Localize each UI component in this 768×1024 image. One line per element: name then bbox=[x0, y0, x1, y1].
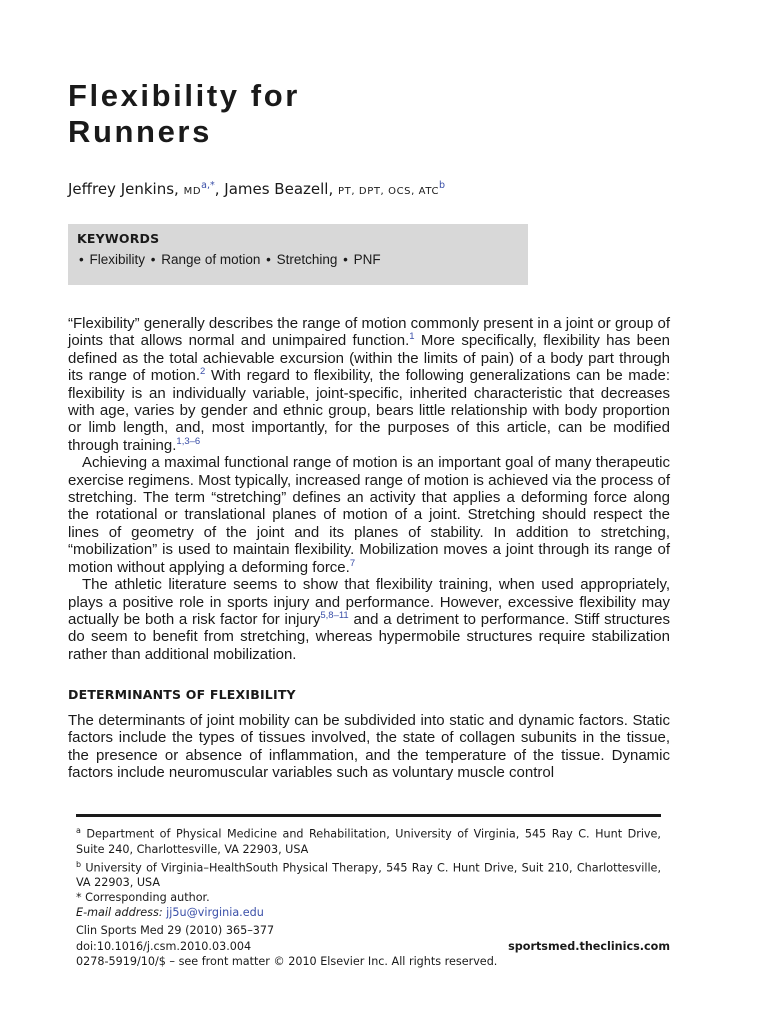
footnote-affiliation-a bbox=[76, 823, 661, 857]
paragraph-text: “Flexibility” generally describes the range of motion commonly present in a joint or group of joints that allows normal and unimpaired function. bbox=[68, 315, 670, 350]
section-heading: DETERMINANTS OF FLEXIBILITY bbox=[68, 687, 296, 702]
footnote-affiliation-b bbox=[76, 857, 661, 891]
title-line-1: Flexibility for bbox=[68, 78, 300, 113]
author-2-credentials: PT, DPT, OCS, ATC bbox=[338, 186, 440, 197]
author-separator: , bbox=[214, 180, 225, 198]
keyword-bullet: • bbox=[79, 252, 84, 267]
reference-link[interactable]: 1,3–6 bbox=[176, 435, 201, 447]
footnotes bbox=[76, 823, 661, 920]
copyright-notice: 0278-5919/10/$ – see front matter © 2010 Elsevier Inc. All rights reserved. bbox=[76, 955, 498, 968]
footnote-text: Department of Physical Medicine and Rehabilitation, University of Virginia, 545 Ray C. Hunt Drive, Suite 240, Charlottesville, VA 22903, USA bbox=[76, 827, 661, 856]
citation-row bbox=[76, 954, 670, 970]
paragraph bbox=[68, 576, 670, 663]
reference-link[interactable]: 1 bbox=[409, 331, 415, 343]
keyword-bullet: • bbox=[343, 252, 348, 267]
keyword-item: PNF bbox=[353, 252, 381, 267]
corresponding-author-mark[interactable]: * bbox=[209, 180, 215, 191]
doi: doi:10.1016/j.csm.2010.03.004 bbox=[76, 939, 252, 953]
citation-row bbox=[76, 939, 670, 955]
keywords-heading: KEYWORDS bbox=[77, 231, 160, 246]
paragraph-text: Achieving a maximal functional range of motion is an important goal of many therapeutic exercise regimens. Most typically, increased range of motion is achieved via the process of stretching. The term “stretching” defines an activity that applies a deforming force along the rotational or translational planes of motion of a joint. Stretching should respect the lines of geometry of the joint and its planes of stability. In addition to stretching, “mobilization” is used to maintain flexibility. Mobilization moves a joint through its range of motion without applying a deforming force. bbox=[68, 454, 670, 576]
citation-row bbox=[76, 923, 670, 939]
section-text bbox=[68, 712, 670, 782]
author-line bbox=[68, 180, 445, 198]
journal-website[interactable]: sportsmed.theclinics.com bbox=[508, 939, 670, 953]
title-line-2: Runners bbox=[68, 114, 212, 149]
article-title bbox=[68, 78, 300, 150]
paragraph-text: With regard to flexibility, the following generalizations can be made: flexibility is an individually variable, joint-specific, inherited characteristic that decreases with age, varies by gender and ethnic group, bears little relationship with body proportion or limb length, and, most importantly, for the purposes of this article, can be modified through training. bbox=[68, 367, 670, 454]
footnote-text: University of Virginia–HealthSouth Physical Therapy, 545 Ray C. Hunt Drive, Suit 210, Charlottesville, VA 22903, USA bbox=[76, 861, 661, 890]
keywords-list bbox=[77, 252, 519, 267]
paragraph bbox=[68, 315, 670, 454]
reference-link[interactable]: 7 bbox=[349, 557, 356, 569]
email-link[interactable]: jj5u@virginia.edu bbox=[166, 906, 264, 920]
keywords-box bbox=[68, 224, 528, 285]
paragraph-text: The athletic literature seems to show that flexibility training, when used appropriately, plays a positive role in sports injury and performance. However, excessive flexibility may actually be both a risk factor for injury bbox=[68, 576, 670, 628]
keyword-bullet: • bbox=[266, 252, 271, 267]
keyword-item: Stretching bbox=[276, 252, 338, 267]
author-1-affiliation-mark[interactable]: a, bbox=[201, 180, 210, 191]
author-1-credentials: MD bbox=[183, 186, 202, 197]
author-2-name: James Beazell, bbox=[224, 180, 334, 198]
paragraph-text: More specifically, flexibility has been defined as the total achievable excursion (within the limits of pain) of a body part through its range of motion. bbox=[68, 332, 671, 385]
footnote-mark: b bbox=[76, 859, 82, 869]
corresponding-author-note: * Corresponding author. bbox=[76, 891, 210, 905]
keyword-item: Range of motion bbox=[161, 252, 261, 267]
paragraph: The determinants of joint mobility can be subdivided into static and dynamic factors. Static factors include the types of tissues involved, the state of collagen subunits in the tissue, the presence or absence of inflammation, and the temperature of the tissue. Dynamic factors include neuromuscular variables such as voluntary muscle control bbox=[68, 712, 670, 782]
keyword-item: Flexibility bbox=[89, 252, 146, 267]
journal-citation: Clin Sports Med 29 (2010) 365–377 bbox=[76, 924, 275, 937]
email-line bbox=[76, 905, 661, 920]
keyword-bullet: • bbox=[150, 252, 156, 267]
paragraph-text: and a detriment to performance. Stiff structures do seem to benefit from stretching, whereas hypermobile structures require stabilization rather than additional mobilization. bbox=[68, 610, 670, 663]
reference-link[interactable]: 2 bbox=[200, 366, 206, 378]
reference-link[interactable]: 5,8–11 bbox=[320, 609, 349, 621]
author-2-affiliation-mark[interactable]: b bbox=[439, 180, 446, 191]
author-1-name: Jeffrey Jenkins, bbox=[68, 180, 179, 198]
paragraph bbox=[68, 454, 670, 576]
footnote-mark: a bbox=[76, 826, 81, 835]
citation-block bbox=[76, 923, 670, 970]
email-label: E-mail address: bbox=[76, 906, 163, 920]
introduction-text bbox=[68, 315, 670, 663]
footnote-divider bbox=[76, 814, 661, 817]
